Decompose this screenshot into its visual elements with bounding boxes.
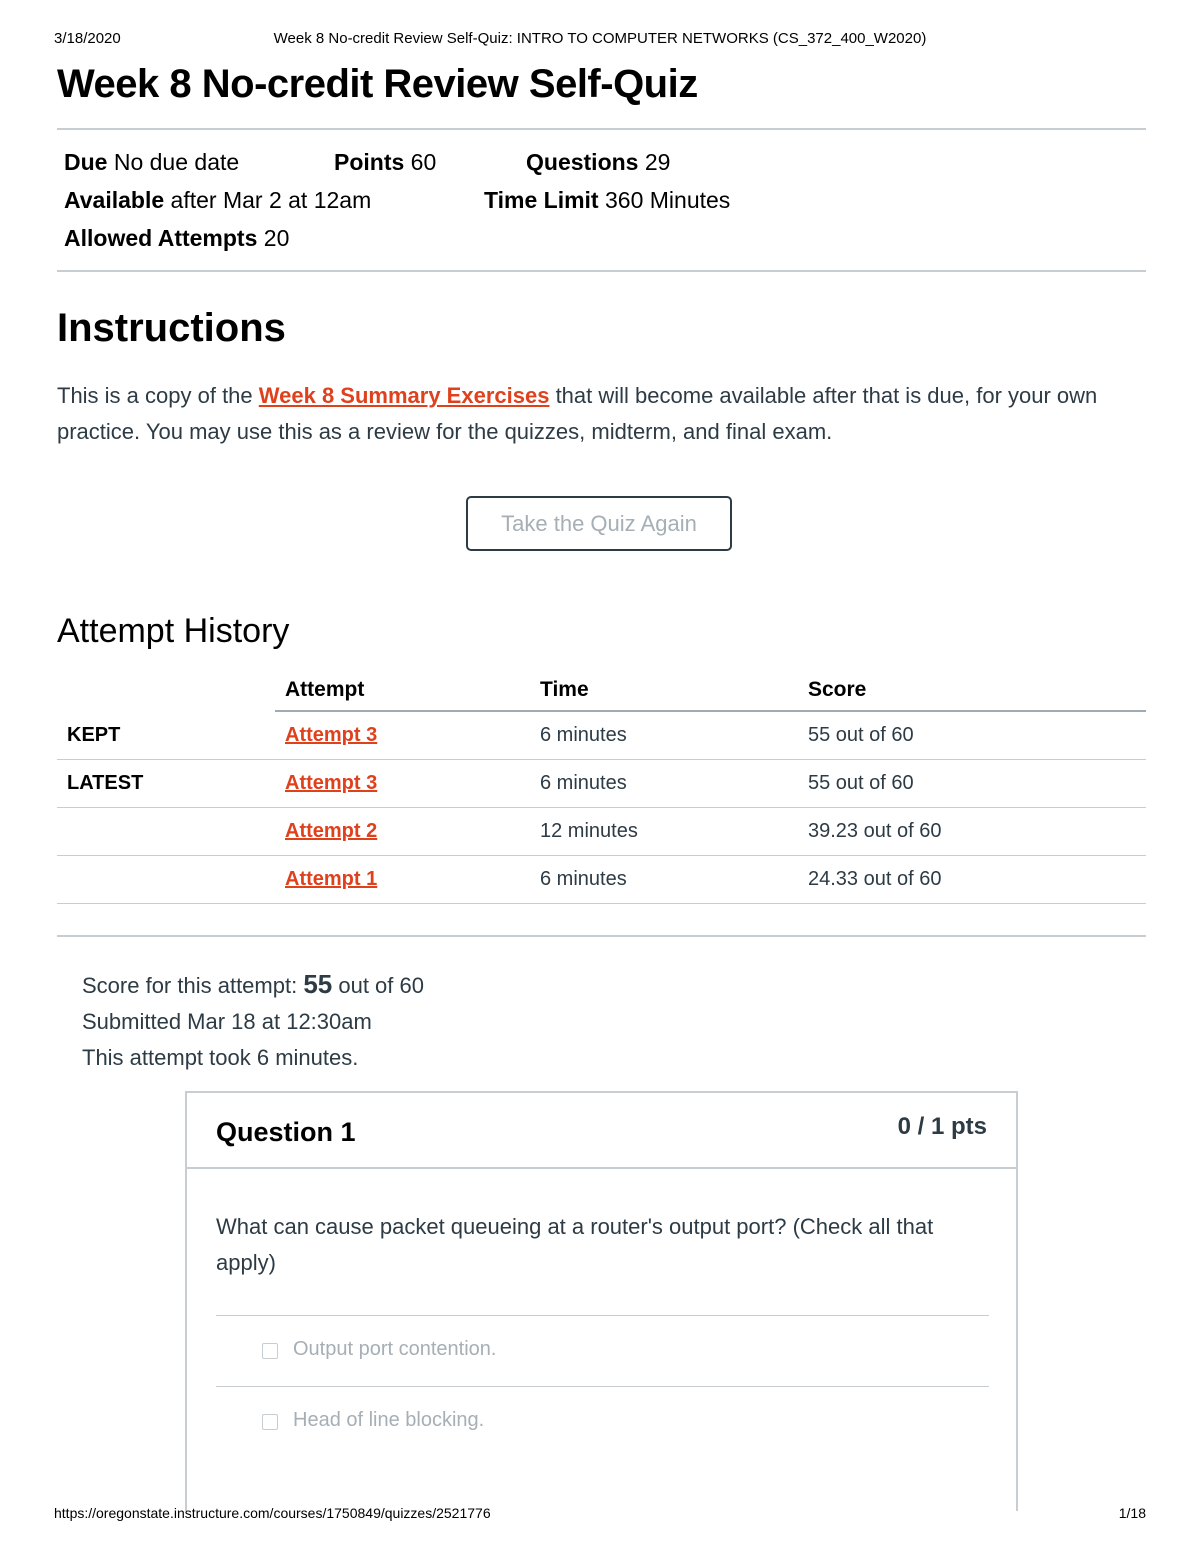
score-line [82,966,424,1004]
available-value: after Mar 2 at 12am [170,187,372,213]
attempt-link[interactable]: Attempt 3 [285,772,378,794]
score-value: 55 [303,969,333,999]
column-header: Score [798,670,1146,711]
answer-label: Output port contention. [293,1338,497,1360]
question-card [185,1091,1018,1511]
meta-available [64,187,371,214]
take-quiz-again-button[interactable]: Take the Quiz Again [466,496,732,551]
attempt-score: 39.23 out of 60 [798,808,1146,856]
answer-label: Head of line blocking. [293,1409,485,1431]
attempt-history-table [57,670,1146,904]
attempt-result [82,966,424,1076]
answer-option[interactable] [216,1386,989,1457]
meta-due [64,149,239,176]
question-header [187,1093,1016,1169]
instructions-text-after: that will become available after that is due, for your own practice. You may use this as a review for the quizzes, midterm, and final exam. [57,383,1098,444]
due-value: No due date [113,149,240,175]
checkbox[interactable] [262,1343,278,1359]
print-date: 3/18/2020 [54,30,121,47]
points-value: 60 [410,149,437,175]
attempt-time: 6 minutes [530,856,798,904]
score-prefix: Score for this attempt: [82,973,304,998]
question-title: Question 1 [216,1117,356,1147]
questions-value: 29 [644,149,671,175]
column-header: Time [530,670,798,711]
points-label: Points [334,149,405,175]
question-points: 0 / 1 pts [897,1113,987,1140]
attempt-time: 6 minutes [530,711,798,760]
attempt-link[interactable]: Attempt 1 [285,868,378,890]
instructions-heading: Instructions [57,306,286,350]
divider [57,935,1146,937]
attempts-label: Allowed Attempts [64,225,258,251]
attempt-link[interactable]: Attempt 2 [285,820,378,842]
page-number: 1/18 [1118,1505,1146,1521]
available-label: Available [64,187,165,213]
time-limit-label: Time Limit [484,187,599,213]
print-url: https://oregonstate.instructure.com/courses/1750849/quizzes/2521776 [54,1505,491,1521]
quiz-title: Week 8 No-credit Review Self-Quiz [57,62,698,106]
attempt-status: KEPT [57,711,275,760]
question-text: What can cause packet queueing at a router's output port? (Check all that apply) [216,1214,934,1275]
attempt-history-heading: Attempt History [57,612,290,650]
table-row [57,856,1146,904]
meta-attempts [64,225,289,252]
due-label: Due [64,149,108,175]
print-header [0,30,1200,50]
column-header: Attempt [275,670,530,711]
score-suffix: out of 60 [332,973,424,998]
time-limit-value: 360 Minutes [605,187,731,213]
instructions-text-before: This is a copy of the [57,383,259,408]
instructions-text [57,378,1146,450]
attempt-status [57,808,275,856]
attempts-value: 20 [263,225,290,251]
attempt-time: 6 minutes [530,760,798,808]
divider [57,270,1146,272]
print-page-title: Week 8 No-credit Review Self-Quiz: INTRO TO COMPUTER NETWORKS (CS_372_400_W2020) [273,30,927,47]
meta-points [334,149,436,176]
attempt-time: 12 minutes [530,808,798,856]
divider [57,128,1146,130]
meta-questions [526,149,670,176]
meta-time-limit [484,187,730,214]
attempt-link[interactable]: Attempt 3 [285,724,378,746]
checkbox[interactable] [262,1414,278,1430]
questions-label: Questions [526,149,639,175]
table-row [57,808,1146,856]
attempt-status: LATEST [57,760,275,808]
attempt-score: 55 out of 60 [798,711,1146,760]
table-row [57,760,1146,808]
duration-line: This attempt took 6 minutes. [82,1045,359,1070]
attempt-score: 24.33 out of 60 [798,856,1146,904]
summary-exercises-link[interactable]: Week 8 Summary Exercises [258,383,550,408]
submitted-line: Submitted Mar 18 at 12:30am [82,1009,372,1034]
attempt-score: 55 out of 60 [798,760,1146,808]
table-row [57,711,1146,760]
table-header-row [57,670,1146,711]
attempt-status [57,856,275,904]
answer-option[interactable] [216,1315,989,1386]
column-header [57,670,275,711]
